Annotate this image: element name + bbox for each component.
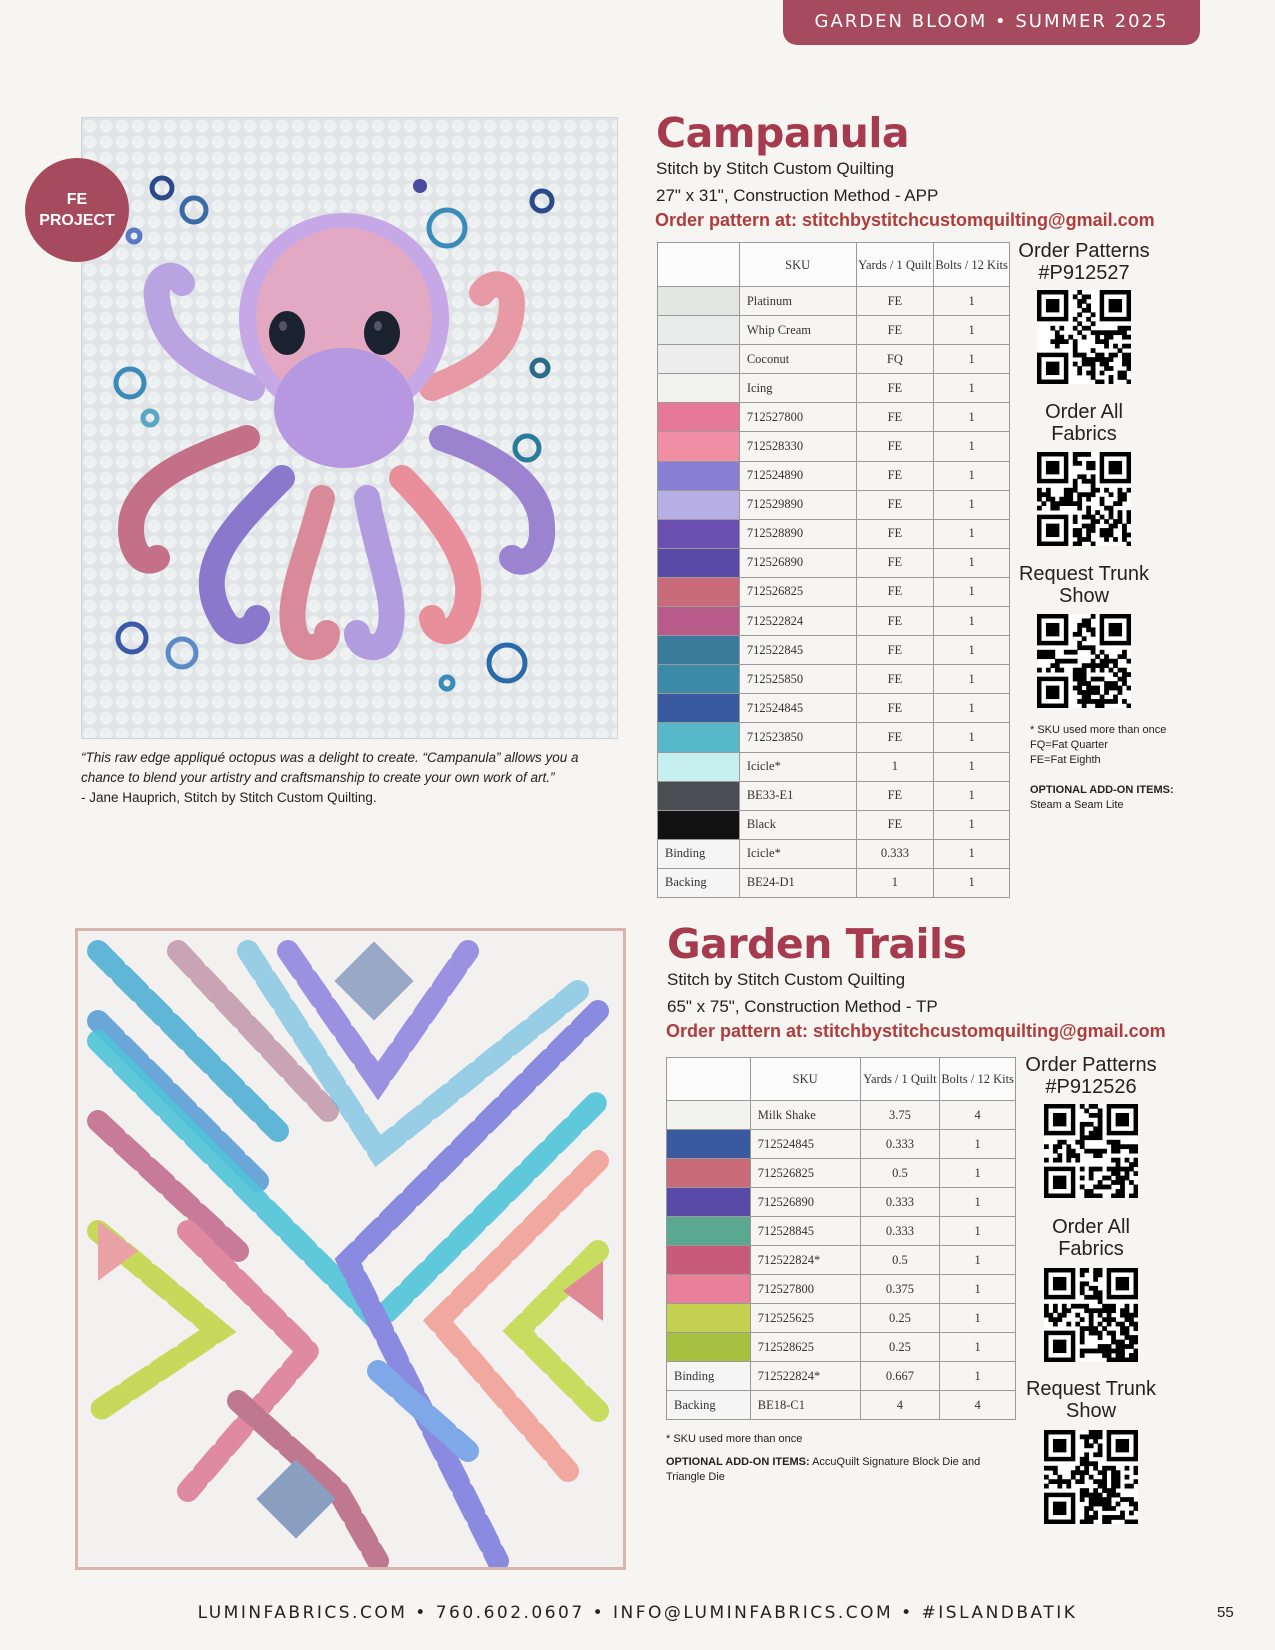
bolts-cell: 1 (934, 723, 1010, 752)
sku-cell: 712526890 (739, 548, 856, 577)
yards-cell: FE (856, 694, 934, 723)
yards-cell: FE (856, 316, 934, 345)
fabric-row (658, 548, 1010, 577)
campanula-quilt-image (81, 117, 618, 739)
sku-cell: 712524890 (739, 461, 856, 490)
trails-patterns-qr-code[interactable] (1044, 1104, 1138, 1198)
sku-cell: 712527800 (750, 1275, 860, 1304)
sku-cell: 712529890 (739, 490, 856, 519)
fe-project-badge (29, 162, 125, 258)
fabric-row (658, 810, 1010, 839)
fabric-row (658, 723, 1010, 752)
sku-cell: BE18-C1 (750, 1391, 860, 1420)
bolts-cell: 1 (934, 345, 1010, 374)
sku-cell: Whip Cream (739, 316, 856, 345)
bolts-cell: 1 (934, 432, 1010, 461)
bolts-cell: 4 (940, 1101, 1016, 1130)
bolts-cell: 1 (940, 1130, 1016, 1159)
designer-quote (81, 748, 621, 808)
fabric-row (658, 461, 1010, 490)
bolts-cell: 1 (934, 577, 1010, 606)
addon-items: AccuQuilt Signature Block Die and Triangle Die (666, 1456, 981, 1483)
fabric-row (658, 665, 1010, 694)
yards-cell: FE (856, 461, 934, 490)
sku-cell: 712525850 (739, 665, 856, 694)
sku-cell: 712526825 (739, 577, 856, 606)
sku-cell: BE33-E1 (739, 781, 856, 810)
yards-cell: 1 (856, 752, 934, 781)
garden-trails-quilt-image (75, 928, 626, 1570)
yards-cell: FE (856, 432, 934, 461)
bolts-cell: 1 (934, 403, 1010, 432)
campanula-size-method: 27" x 31", Construction Method - APP (656, 186, 939, 205)
fabric-swatch (658, 548, 740, 577)
fabric-swatch (658, 810, 740, 839)
bolts-cell: 1 (934, 374, 1010, 403)
fabric-row (667, 1130, 1016, 1159)
bolts-cell: 1 (934, 839, 1010, 868)
catalog-header-tab: GARDEN BLOOM • SUMMER 2025 (783, 0, 1200, 45)
yards-cell: FE (856, 548, 934, 577)
sku-cell: 712522824 (739, 607, 856, 636)
fabric-row (658, 432, 1010, 461)
yards-cell: 0.5 (860, 1246, 940, 1275)
fabric-row (658, 316, 1010, 345)
sku-cell: 712528625 (750, 1333, 860, 1362)
sku-col-header: SKU (739, 243, 856, 287)
campanula-title: Campanula (656, 109, 910, 157)
sku-cell: 712526825 (750, 1159, 860, 1188)
yards-cell: 0.5 (860, 1159, 940, 1188)
fabric-row (667, 1362, 1016, 1391)
yards-cell: 0.667 (860, 1362, 940, 1391)
campanula-fabrics-qr-code[interactable] (1037, 452, 1131, 546)
sku-cell: Coconut (739, 345, 856, 374)
bolts-cell: 1 (934, 316, 1010, 345)
fabric-row (658, 577, 1010, 606)
sku-cell: 712522845 (739, 636, 856, 665)
fabric-row (658, 694, 1010, 723)
fabric-swatch (667, 1304, 751, 1333)
trails-trunk-show-label: Request Trunk Show (1025, 1378, 1157, 1422)
campanula-order-patterns-label: Order Patterns #P912527 (1018, 240, 1150, 284)
row-label: Binding (667, 1362, 751, 1391)
fabric-swatch (658, 636, 740, 665)
trails-trunk-show-qr-code[interactable] (1044, 1430, 1138, 1524)
fabric-swatch (658, 345, 740, 374)
sku-cell: Icing (739, 374, 856, 403)
yards-cell: FE (856, 374, 934, 403)
campanula-patterns-qr-code[interactable] (1037, 290, 1131, 384)
fabric-swatch (658, 519, 740, 548)
garden-trails-order-link[interactable]: Order pattern at: stitchbystitchcustomquilting@gmail.com (666, 1021, 1166, 1041)
addon-label: OPTIONAL ADD-ON ITEMS: (666, 1456, 810, 1468)
bolts-cell: 1 (940, 1304, 1016, 1333)
sku-cell: 712528845 (750, 1217, 860, 1246)
yards-cell: FE (856, 723, 934, 752)
fe-note: FE=Fat Eighth (1030, 754, 1101, 766)
fabric-swatch (667, 1333, 751, 1362)
quote-text: “This raw edge appliqué octopus was a delight to create. “Campanula” allows you a chance to blend your artistry and craftsmanship to create your own work of art.” (81, 750, 579, 785)
campanula-trunk-show-label: Request Trunk Show (1018, 563, 1150, 607)
sku-cell: 712526890 (750, 1188, 860, 1217)
sku-cell: 712528890 (739, 519, 856, 548)
yards-cell: FE (856, 403, 934, 432)
fabric-row (667, 1101, 1016, 1130)
sku-cell: Icicle* (739, 752, 856, 781)
fabric-swatch (658, 694, 740, 723)
fabric-row (658, 752, 1010, 781)
fabric-swatch (658, 490, 740, 519)
trails-fabrics-qr-code[interactable] (1044, 1268, 1138, 1362)
sku-cell: 712525625 (750, 1304, 860, 1333)
addon-label: OPTIONAL ADD-ON ITEMS: (1030, 784, 1174, 796)
yards-cell: FE (856, 636, 934, 665)
fabric-swatch (658, 781, 740, 810)
page-number: 55 (1217, 1604, 1234, 1621)
sku-cell: 712523850 (739, 723, 856, 752)
fabric-row (667, 1275, 1016, 1304)
yards-cell: 0.333 (860, 1217, 940, 1246)
fabric-row (667, 1333, 1016, 1362)
fabric-swatch (658, 577, 740, 606)
fabric-swatch (667, 1217, 751, 1246)
fabric-row (667, 1188, 1016, 1217)
bolts-cell: 1 (934, 548, 1010, 577)
fabric-row (658, 287, 1010, 316)
fabric-row (658, 519, 1010, 548)
campanula-notes (1030, 723, 1230, 813)
campanula-order-fabrics-label: Order All Fabrics (1045, 401, 1123, 445)
yards-cell: FE (856, 287, 934, 316)
yards-cell: FQ (856, 345, 934, 374)
bolts-cell: 1 (940, 1188, 1016, 1217)
yards-cell: 0.375 (860, 1275, 940, 1304)
label-col-header (667, 1058, 751, 1101)
yards-cell: FE (856, 490, 934, 519)
yards-col-header: Yards / 1 Quilt (856, 243, 934, 287)
quote-author: - Jane Hauprich, Stitch by Stitch Custom Quilting. (81, 790, 377, 805)
bolts-cell: 1 (940, 1362, 1016, 1391)
yards-cell: FE (856, 810, 934, 839)
fabric-swatch (658, 607, 740, 636)
sku-cell: Milk Shake (750, 1101, 860, 1130)
yards-col-header: Yards / 1 Quilt (860, 1058, 940, 1101)
sku-col-header: SKU (750, 1058, 860, 1101)
bolts-cell: 1 (934, 287, 1010, 316)
trails-order-fabrics-label: Order All Fabrics (1052, 1216, 1130, 1260)
footer-contact: LUMINFABRICS.COM • 760.602.0607 • INFO@LUMINFABRICS.COM • #ISLANDBATIK (197, 1603, 1078, 1623)
bolts-cell: 1 (934, 810, 1010, 839)
badge-line-2: PROJECT (39, 212, 115, 229)
campanula-designer: Stitch by Stitch Custom Quilting (656, 159, 895, 178)
fabric-swatch (658, 374, 740, 403)
yards-cell: 0.333 (860, 1130, 940, 1159)
fabric-swatch (667, 1101, 751, 1130)
sku-cell: Icicle* (739, 839, 856, 868)
row-label: Binding (658, 839, 740, 868)
garden-trails-fabric-table (666, 1057, 1016, 1420)
bolts-cell: 1 (940, 1159, 1016, 1188)
bolts-col-header: Bolts / 12 Kits (940, 1058, 1016, 1101)
trails-notes (666, 1432, 1006, 1485)
fabric-swatch (667, 1246, 751, 1275)
fabric-row (658, 636, 1010, 665)
label-col-header (658, 243, 740, 287)
garden-trails-designer: Stitch by Stitch Custom Quilting (667, 970, 906, 989)
garden-trails-size-method: 65" x 75", Construction Method - TP (667, 997, 938, 1016)
row-label: Backing (667, 1391, 751, 1420)
fabric-row (667, 1391, 1016, 1420)
fabric-swatch (667, 1275, 751, 1304)
fabric-swatch (658, 432, 740, 461)
fabric-row (658, 839, 1010, 868)
garden-trails-title: Garden Trails (667, 920, 967, 968)
fabric-swatch (658, 287, 740, 316)
fabric-row (658, 781, 1010, 810)
fq-note: FQ=Fat Quarter (1030, 739, 1108, 751)
fabric-swatch (667, 1188, 751, 1217)
sku-note: * SKU used more than once (1030, 724, 1167, 736)
addon-items: Steam a Seam Lite (1030, 799, 1124, 811)
bolts-cell: 1 (934, 781, 1010, 810)
campanula-order-link[interactable]: Order pattern at: stitchbystitchcustomquilting@gmail.com (655, 210, 1155, 230)
bolts-cell: 1 (934, 607, 1010, 636)
fabric-swatch (667, 1130, 751, 1159)
bolts-cell: 1 (934, 665, 1010, 694)
sku-cell: BE24-D1 (739, 868, 856, 897)
sku-cell: 712524845 (750, 1130, 860, 1159)
bolts-cell: 1 (940, 1333, 1016, 1362)
yards-cell: FE (856, 607, 934, 636)
fabric-swatch (658, 723, 740, 752)
bolts-cell: 1 (934, 461, 1010, 490)
fabric-row (658, 490, 1010, 519)
yards-cell: 1 (856, 868, 934, 897)
yards-cell: FE (856, 665, 934, 694)
fabric-row (667, 1246, 1016, 1275)
yards-cell: 0.333 (860, 1188, 940, 1217)
bolts-cell: 1 (934, 490, 1010, 519)
yards-cell: 4 (860, 1391, 940, 1420)
yards-cell: FE (856, 781, 934, 810)
sku-cell: Platinum (739, 287, 856, 316)
sku-cell: 712522824* (750, 1362, 860, 1391)
bolts-cell: 1 (934, 752, 1010, 781)
campanula-trunk-show-qr-code[interactable] (1037, 614, 1131, 708)
row-label: Backing (658, 868, 740, 897)
bolts-col-header: Bolts / 12 Kits (934, 243, 1010, 287)
sku-cell: 712527800 (739, 403, 856, 432)
fabric-row (658, 403, 1010, 432)
fabric-row (658, 345, 1010, 374)
yards-cell: FE (856, 577, 934, 606)
trails-order-patterns-label: Order Patterns #P912526 (1025, 1054, 1157, 1098)
bolts-cell: 1 (934, 636, 1010, 665)
sku-cell: 712524845 (739, 694, 856, 723)
fabric-swatch (658, 461, 740, 490)
yards-cell: 0.25 (860, 1304, 940, 1333)
fabric-swatch (658, 665, 740, 694)
yards-cell: FE (856, 519, 934, 548)
bolts-cell: 1 (940, 1275, 1016, 1304)
bolts-cell: 1 (934, 868, 1010, 897)
fabric-row (667, 1159, 1016, 1188)
badge-line-1: FE (66, 191, 88, 208)
campanula-fabric-table (657, 242, 1010, 898)
sku-cell: Black (739, 810, 856, 839)
yards-cell: 3.75 (860, 1101, 940, 1130)
bolts-cell: 1 (934, 519, 1010, 548)
yards-cell: 0.25 (860, 1333, 940, 1362)
sku-cell: 712528330 (739, 432, 856, 461)
fabric-swatch (658, 316, 740, 345)
fabric-row (658, 868, 1010, 897)
bolts-cell: 1 (940, 1217, 1016, 1246)
fabric-swatch (658, 752, 740, 781)
fabric-swatch (667, 1159, 751, 1188)
yards-cell: 0.333 (856, 839, 934, 868)
fabric-swatch (658, 403, 740, 432)
bolts-cell: 1 (934, 694, 1010, 723)
fabric-row (658, 374, 1010, 403)
fabric-row (667, 1304, 1016, 1333)
sku-note: * SKU used more than once (666, 1433, 803, 1445)
fabric-row (667, 1217, 1016, 1246)
fabric-row (658, 607, 1010, 636)
bolts-cell: 4 (940, 1391, 1016, 1420)
bolts-cell: 1 (940, 1246, 1016, 1275)
sku-cell: 712522824* (750, 1246, 860, 1275)
